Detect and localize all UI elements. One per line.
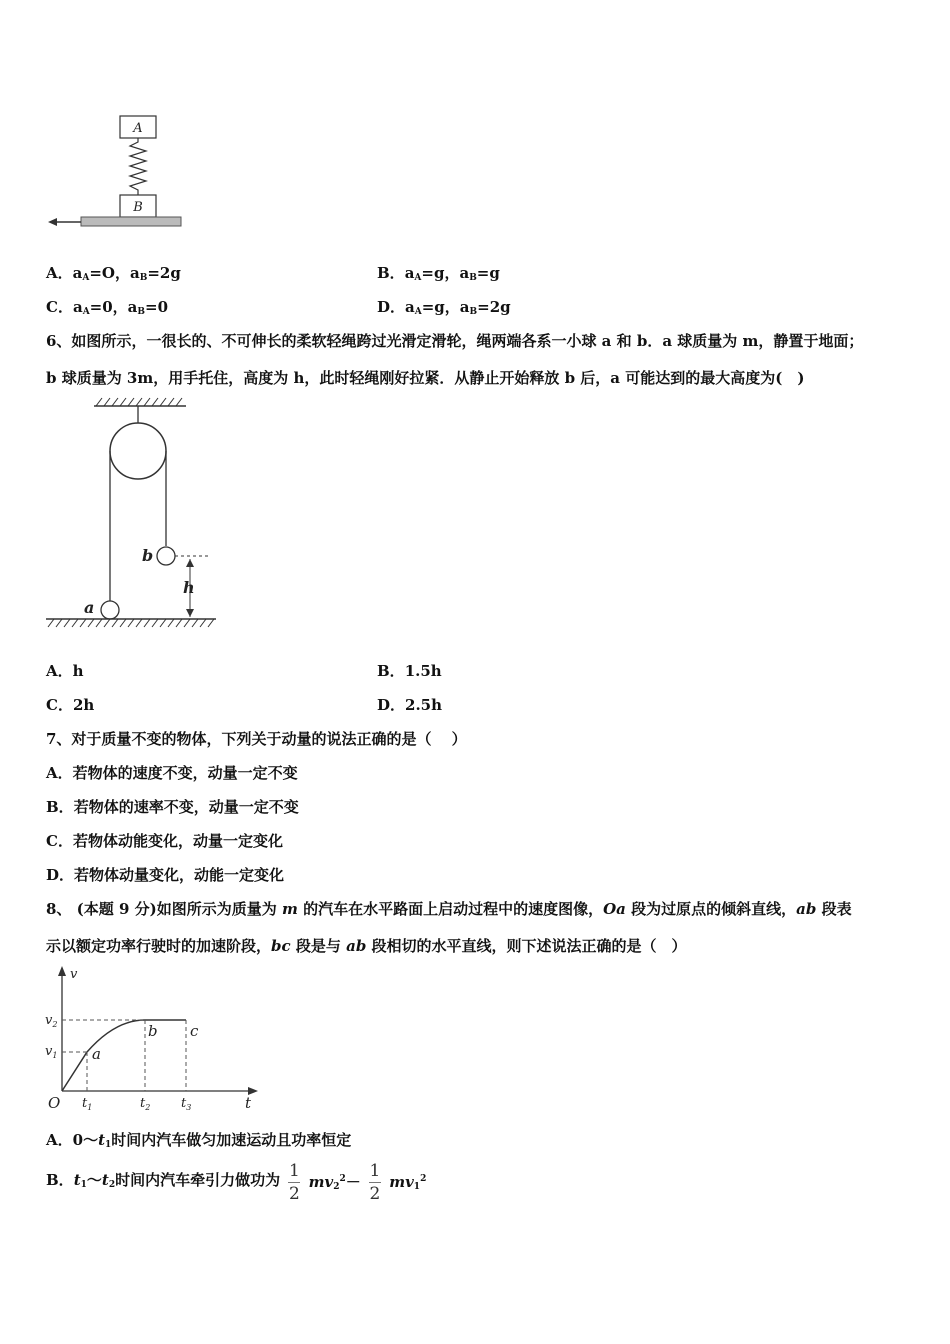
q8-text: 如图所示为质量为 xyxy=(156,900,282,918)
option-letter: A． xyxy=(46,264,73,282)
option-letter: A． xyxy=(46,1131,73,1149)
option-letter: A． xyxy=(46,764,73,782)
block-a-label: A xyxy=(133,121,143,136)
q6-pulley-figure xyxy=(44,393,224,633)
q6-option-a[interactable] xyxy=(46,660,84,681)
label-h: h xyxy=(183,578,195,597)
option-letter: C． xyxy=(46,298,73,316)
fraction-denominator: 2 xyxy=(288,1184,300,1204)
point-c-label: c xyxy=(190,1022,199,1040)
q8-var-oa: Oa xyxy=(603,900,626,918)
fraction-half xyxy=(369,1162,381,1203)
x-axis-label: t xyxy=(245,1094,252,1112)
q5-option-d[interactable]: D．$a_A=g$，$a_B=2g$ xyxy=(377,298,511,317)
q8-var-bc: bc xyxy=(271,937,291,955)
q8-text: 段为过原点的倾斜直线， xyxy=(625,900,797,918)
option-text: 2h xyxy=(72,696,95,714)
q6-option-c[interactable] xyxy=(46,694,94,715)
ball-b xyxy=(157,547,175,565)
ceiling-hatch xyxy=(96,398,182,406)
t1-label: $t_1$ xyxy=(82,1096,93,1112)
option-letter: B． xyxy=(377,662,405,680)
q8-stem-line1 xyxy=(46,898,852,919)
point-a-label: a xyxy=(92,1045,101,1063)
height-arrow-down xyxy=(186,609,194,617)
q8-var-m: m xyxy=(281,900,298,918)
q5-option-b[interactable]: B．$a_A=g$，$a_B=g$ xyxy=(377,264,500,283)
option-letter: B． xyxy=(46,1171,74,1189)
v1-label: $v_1$ xyxy=(45,1044,58,1060)
option-letter: D． xyxy=(377,696,406,714)
superscript: 2 xyxy=(420,1173,427,1184)
ball-a xyxy=(101,601,119,619)
q8-text: 的汽车在水平路面上启动过程中的速度图像， xyxy=(297,900,604,918)
q5-option-c[interactable]: C．$a_A=0$，$a_B=0$ xyxy=(46,298,169,317)
option-text: h xyxy=(72,662,84,680)
q6-option-b[interactable] xyxy=(377,660,442,681)
label-a: a xyxy=(84,598,95,617)
option-text: 若物体动量变化，动能一定变化 xyxy=(74,866,285,884)
spring xyxy=(130,138,146,195)
point-b-label: b xyxy=(148,1022,158,1040)
superscript: 2 xyxy=(339,1173,346,1184)
option-text: 2.5h xyxy=(405,696,443,714)
q7-option-b[interactable] xyxy=(46,796,299,817)
tilde: ～ xyxy=(86,1171,102,1189)
q8-text: 段相切的水平直线，则下述说法正确的是（ ） xyxy=(366,937,687,955)
subscript: 2 xyxy=(108,1180,116,1190)
q6-stem-line1: 6、如图所示，一很长的、不可伸长的柔软轻绳跨过光滑定滑轮，绳两端各系一小球 a 和 b．a 球质量为 m，静置于地面； xyxy=(46,332,864,350)
arrow-head xyxy=(48,218,57,226)
y-axis-arrow xyxy=(58,966,66,976)
q5-option-a[interactable]: A．$a_A=O$，$a_B=2g$ xyxy=(46,264,181,283)
t2-label: $t_2$ xyxy=(140,1096,151,1112)
option-letter: C． xyxy=(46,696,73,714)
fraction-half xyxy=(288,1162,300,1203)
t3-label: $t_3$ xyxy=(181,1096,192,1112)
option-letter: B． xyxy=(377,264,405,282)
q8-option-b[interactable] xyxy=(46,1162,426,1203)
subscript: 2 xyxy=(333,1181,340,1192)
q8-text: 段是与 xyxy=(290,937,347,955)
v2-label: $v_2$ xyxy=(45,1013,58,1029)
y-axis-label: v xyxy=(70,967,78,982)
fraction-bar xyxy=(369,1182,381,1183)
subscript: 1 xyxy=(105,1140,112,1150)
option-letter: C． xyxy=(46,832,73,850)
option-letter: B． xyxy=(46,798,74,816)
option-text: 1.5h xyxy=(404,662,442,680)
option-letter: D． xyxy=(46,866,75,884)
q8-number: 8、 xyxy=(46,900,72,918)
fraction-denominator: 2 xyxy=(369,1184,381,1204)
option-text: 若物体的速率不变，动量一定不变 xyxy=(73,798,299,816)
q7-stem: 7、对于质量不变的物体，下列关于动量的说法正确的是（ ） xyxy=(46,730,467,748)
q8-stem-line2 xyxy=(46,935,687,956)
var-t: t xyxy=(98,1131,106,1149)
q7-option-a[interactable] xyxy=(46,762,298,783)
velocity-curve xyxy=(62,1020,186,1091)
option-text: 若物体的速度不变，动量一定不变 xyxy=(72,764,298,782)
q6-option-d[interactable] xyxy=(377,694,442,715)
option-text: 时间内汽车牵引力做功为 xyxy=(115,1171,281,1189)
q8-text: 示以额定功率行驶时的加速阶段， xyxy=(46,937,272,955)
ground-hatch xyxy=(48,619,214,627)
q8-velocity-graph xyxy=(40,962,265,1117)
q8-var-ab: ab xyxy=(346,937,367,955)
option-letter: A． xyxy=(46,662,73,680)
fraction-numerator: 1 xyxy=(369,1161,381,1181)
q8-var-ab: ab xyxy=(796,900,817,918)
var-mv: mv xyxy=(389,1172,414,1191)
q8-option-a[interactable] xyxy=(46,1129,351,1150)
var-t: t xyxy=(101,1171,109,1189)
q5-spring-figure xyxy=(44,108,189,233)
q8-text: 段表 xyxy=(816,900,852,918)
fraction-bar xyxy=(288,1182,300,1183)
subscript: 1 xyxy=(413,1181,421,1192)
fraction-numerator: 1 xyxy=(288,1161,300,1181)
block-b-label: B xyxy=(133,200,143,215)
label-b: b xyxy=(142,546,154,565)
q7-option-c[interactable] xyxy=(46,830,283,851)
subscript: 1 xyxy=(80,1180,87,1190)
q8-tag: (本题 9 分) xyxy=(76,900,157,918)
pulley-wheel xyxy=(110,423,166,479)
support-board xyxy=(81,217,181,226)
var-mv: mv xyxy=(308,1172,334,1191)
option-letter: D． xyxy=(377,298,406,316)
option-text: 若物体动能变化，动量一定变化 xyxy=(72,832,283,850)
option-text: 0～ xyxy=(72,1131,99,1149)
height-arrow-up xyxy=(186,559,194,567)
q6-stem-line2: b 球质量为 3m，用手托住，高度为 h，此时轻绳刚好拉紧．从静止开始释放 b 后，a 可能达到的最大高度为( ) xyxy=(46,369,805,387)
origin-label: O xyxy=(48,1094,61,1112)
option-text: 时间内汽车做匀加速运动且功率恒定 xyxy=(111,1131,352,1149)
q7-option-d[interactable] xyxy=(46,864,284,885)
minus-sign: － xyxy=(345,1172,361,1191)
var-t: t xyxy=(73,1171,81,1189)
